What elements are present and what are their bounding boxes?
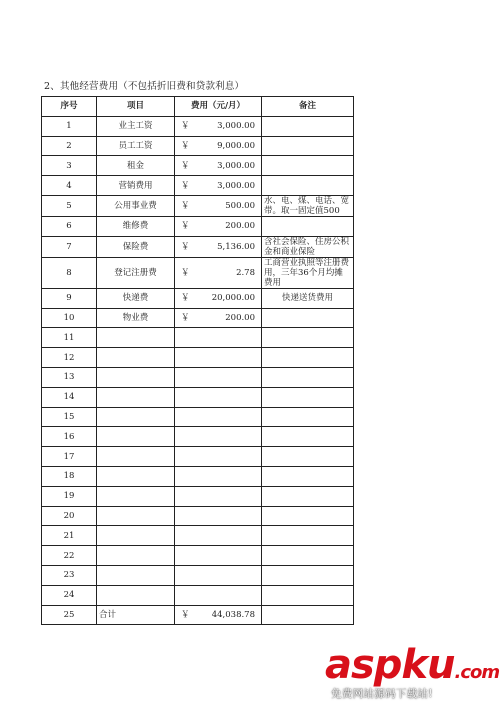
header-item: 项目 [97,97,175,117]
table-row [42,116,354,136]
row-note [262,466,354,486]
row-amount-cell [175,308,262,328]
total-row [42,605,354,625]
row-amount-cell [175,176,262,196]
row-seq: 16 [42,427,97,447]
row-amount-cell [175,407,262,427]
row-note [262,176,354,196]
row-seq: 6 [42,216,97,236]
row-note [262,136,354,156]
table-row [42,427,354,447]
row-item [97,546,175,566]
currency-symbol: ￥ [181,200,190,211]
watermark-logo-text: aspku [325,642,455,688]
row-amount: 200.00 [225,312,255,323]
row-seq: 9 [42,288,97,308]
row-amount-cell [175,348,262,368]
total-amount-cell [175,605,262,625]
row-item [97,407,175,427]
row-item [97,506,175,526]
row-amount-cell [175,466,262,486]
row-seq: 17 [42,447,97,467]
row-note [262,328,354,348]
row-seq: 12 [42,348,97,368]
row-amount: 2.78 [236,267,255,278]
watermark [325,642,500,708]
row-amount-cell [175,427,262,447]
row-seq: 14 [42,387,97,407]
row-note [262,506,354,526]
row-item: 维修费 [97,216,175,236]
row-item: 物业费 [97,308,175,328]
row-amount: 3,000.00 [217,121,255,132]
row-seq: 5 [42,195,97,216]
row-amount-cell [175,506,262,526]
row-seq: 3 [42,156,97,176]
currency-symbol: ￥ [181,221,190,232]
row-note: 含社会保险、住房公积金和商业保险 [262,236,354,257]
row-seq: 18 [42,466,97,486]
currency-symbol: ￥ [181,312,190,323]
row-seq: 7 [42,236,97,257]
row-note [262,526,354,546]
table-row [42,407,354,427]
row-note [262,486,354,506]
row-amount-cell [175,257,262,288]
row-item: 快递费 [97,288,175,308]
currency-symbol: ￥ [181,267,190,278]
table-row [42,328,354,348]
row-item [97,447,175,467]
watermark-logo-suffix: .com [454,662,500,683]
row-amount-cell [175,136,262,156]
table-row [42,216,354,236]
watermark-tagline: 免费网站源码下载站! [331,688,433,700]
row-seq: 2 [42,136,97,156]
row-amount-cell [175,156,262,176]
currency-symbol: ￥ [181,121,190,132]
row-note [262,387,354,407]
row-note [262,156,354,176]
row-note [262,407,354,427]
row-amount: 9,000.00 [217,140,255,151]
row-item [97,387,175,407]
currency-symbol: ￥ [181,293,190,304]
row-item [97,565,175,585]
table-row [42,466,354,486]
row-note [262,348,354,368]
table-row [42,136,354,156]
table-row [42,195,354,216]
row-seq: 21 [42,526,97,546]
table-row [42,546,354,566]
currency-symbol: ￥ [181,241,190,252]
row-seq: 24 [42,585,97,605]
row-item: 保险费 [97,236,175,257]
row-item: 公用事业费 [97,195,175,216]
expense-table [41,96,354,625]
table-row [42,367,354,387]
row-amount-cell [175,195,262,216]
row-seq: 15 [42,407,97,427]
table-row [42,585,354,605]
header-note: 备注 [262,97,354,117]
row-seq: 8 [42,257,97,288]
row-amount-cell [175,565,262,585]
table-row [42,156,354,176]
table-row [42,526,354,546]
row-item [97,486,175,506]
currency-symbol: ￥ [181,180,190,191]
row-note [262,447,354,467]
row-amount-cell [175,546,262,566]
row-seq: 20 [42,506,97,526]
row-item [97,348,175,368]
row-note [262,216,354,236]
currency-symbol: ￥ [181,160,190,171]
row-seq: 19 [42,486,97,506]
row-seq: 23 [42,565,97,585]
table-row [42,447,354,467]
table-row [42,565,354,585]
total-currency-symbol: ￥ [181,609,190,620]
row-note [262,116,354,136]
row-item [97,526,175,546]
total-label: 合计 [97,605,175,625]
row-amount: 3,000.00 [217,180,255,191]
row-item [97,585,175,605]
row-amount-cell [175,288,262,308]
table-row [42,288,354,308]
row-seq: 22 [42,546,97,566]
table-row [42,387,354,407]
row-amount-cell [175,486,262,506]
row-item [97,427,175,447]
row-amount-cell [175,328,262,348]
row-item: 员工工资 [97,136,175,156]
total-seq: 25 [42,605,97,625]
row-amount: 500.00 [225,200,255,211]
row-amount-cell [175,367,262,387]
row-amount: 3,000.00 [217,160,255,171]
row-seq: 1 [42,116,97,136]
row-seq: 4 [42,176,97,196]
row-item [97,328,175,348]
row-item [97,466,175,486]
row-item: 营销费用 [97,176,175,196]
row-amount-cell [175,585,262,605]
row-note [262,308,354,328]
row-item [97,367,175,387]
row-amount: 200.00 [225,221,255,232]
row-item: 登记注册费 [97,257,175,288]
total-note [262,605,354,625]
row-note [262,367,354,387]
row-amount-cell [175,387,262,407]
row-amount-cell [175,236,262,257]
row-note [262,585,354,605]
row-amount-cell [175,526,262,546]
total-amount: 44,038.78 [211,609,255,620]
table-row [42,236,354,257]
table-row [42,486,354,506]
row-note [262,427,354,447]
row-note [262,546,354,566]
row-amount-cell [175,216,262,236]
table-row [42,308,354,328]
row-seq: 11 [42,328,97,348]
table-row [42,506,354,526]
row-seq: 10 [42,308,97,328]
row-note: 水、电、煤、电话、宽带。取一固定值500 [262,195,354,216]
row-amount: 5,136.00 [217,241,255,252]
row-amount-cell [175,116,262,136]
row-note [262,565,354,585]
table-row [42,176,354,196]
row-note: 工商营业执照等注册费用，三年36个月均摊费用 [262,257,354,288]
table-row [42,257,354,288]
table-body [42,116,354,605]
row-amount: 20,000.00 [211,293,255,304]
header-cost: 费用（元/月） [175,97,262,117]
row-item: 租金 [97,156,175,176]
section-title: 2、其他经营费用（不包括折旧费和贷款利息） [44,81,245,92]
table-row [42,348,354,368]
row-item: 业主工资 [97,116,175,136]
currency-symbol: ￥ [181,140,190,151]
row-seq: 13 [42,367,97,387]
row-note: 快递送货费用 [262,288,354,308]
header-seq: 序号 [42,97,97,117]
table-header-row [42,97,354,117]
row-amount-cell [175,447,262,467]
